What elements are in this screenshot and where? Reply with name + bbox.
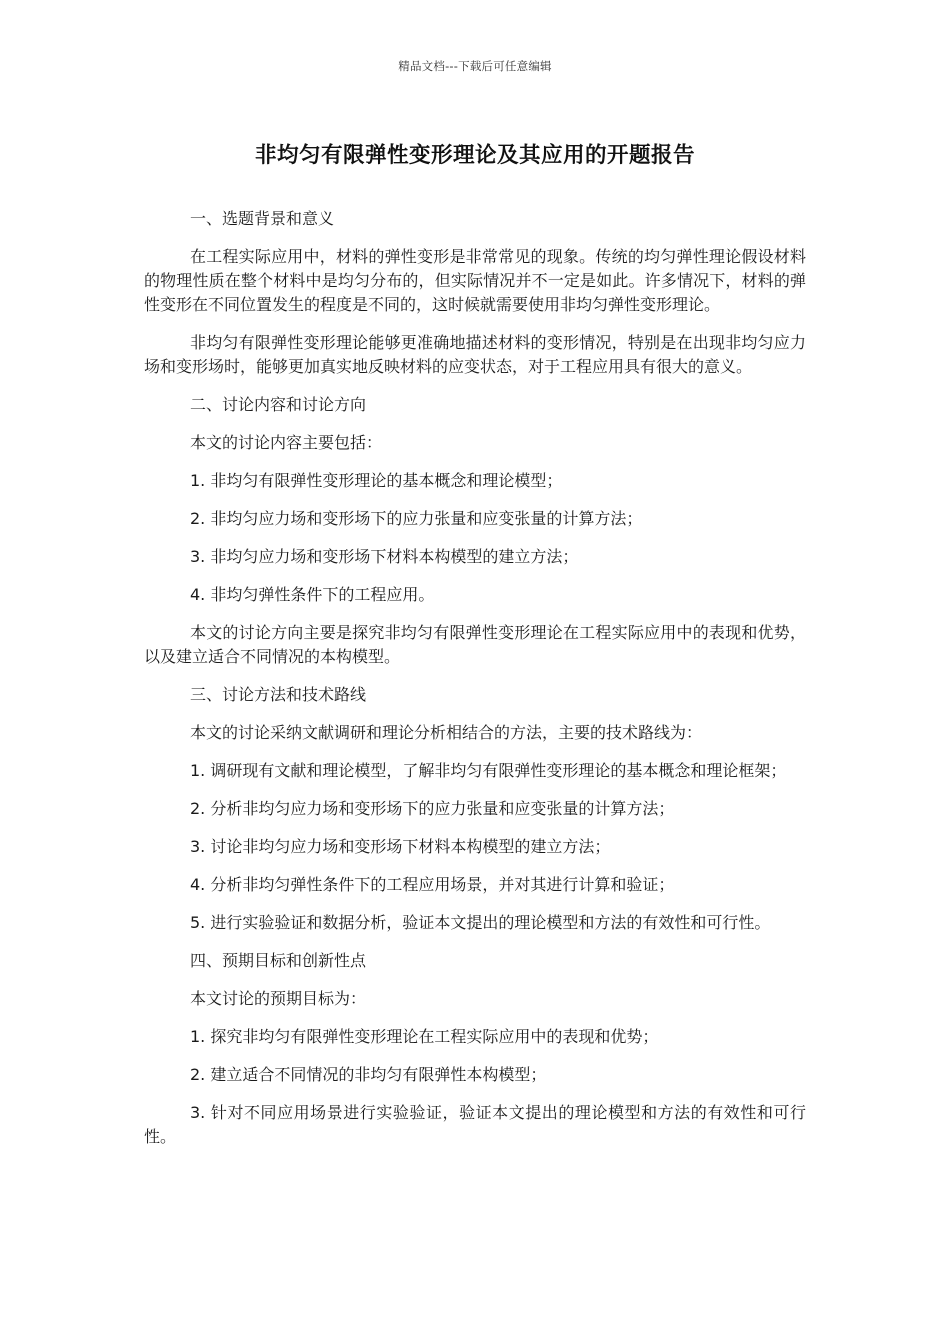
- list-item: 2. 非均匀应力场和变形场下的应力张量和应变张量的计算方法；: [190, 509, 643, 528]
- paragraph: 非均匀有限弹性变形理论能够更准确地描述材料的变形情况，特别是在出现非均匀应力场和变形场时，能够更加真实地反映材料的应变状态，对于工程应用具有很大的意义。: [144, 333, 806, 376]
- list-item: 4. 分析非均匀弹性条件下的工程应用场景，并对其进行计算和验证；: [190, 875, 675, 894]
- paragraph: 本文的讨论内容主要包括：: [190, 433, 383, 452]
- list-item: 1. 非均匀有限弹性变形理论的基本概念和理论模型；: [190, 471, 563, 490]
- list-item: 5. 进行实验验证和数据分析，验证本文提出的理论模型和方法的有效性和可行性。: [190, 913, 771, 932]
- paragraph: 本文讨论的预期目标为：: [190, 989, 367, 1008]
- list-item: 3. 针对不同应用场景进行实验验证，验证本文提出的理论模型和方法的有效性和可行性。: [144, 1103, 806, 1146]
- document-body: [144, 207, 806, 1163]
- section-heading-4: 四、预期目标和创新性点: [190, 951, 367, 970]
- paragraph: 本文的讨论方向主要是探究非均匀有限弹性变形理论在工程实际应用中的表现和优势，以及建立适合不同情况的本构模型。: [144, 623, 806, 666]
- document-title: 非均匀有限弹性变形理论及其应用的开题报告: [254, 143, 695, 168]
- list-item: 3. 讨论非均匀应力场和变形场下材料本构模型的建立方法；: [190, 837, 611, 856]
- section-heading-1: 一、选题背景和意义: [190, 209, 335, 228]
- paragraph: 在工程实际应用中，材料的弹性变形是非常常见的现象。传统的均匀弹性理论假设材料的物理性质在整个材料中是均匀分布的，但实际情况并不一定是如此。许多情况下，材料的弹性变形在不同位置发生的程度是不同的，这时候就需要使用非均匀弹性变形理论。: [144, 247, 806, 314]
- list-item: 1. 调研现有文献和理论模型，了解非均匀有限弹性变形理论的基本概念和理论框架；: [190, 761, 787, 780]
- section-heading-3: 三、讨论方法和技术路线: [190, 685, 367, 704]
- paragraph: 本文的讨论采纳文献调研和理论分析相结合的方法，主要的技术路线为：: [190, 723, 703, 742]
- header-note: 精品文档---下载后可任意编辑: [398, 59, 552, 73]
- list-item: 2. 分析非均匀应力场和变形场下的应力张量和应变张量的计算方法；: [190, 799, 675, 818]
- list-item: 3. 非均匀应力场和变形场下材料本构模型的建立方法；: [190, 547, 579, 566]
- section-heading-2: 二、讨论内容和讨论方向: [190, 395, 367, 414]
- list-item: 4. 非均匀弹性条件下的工程应用。: [190, 585, 435, 604]
- list-item: 1. 探究非均匀有限弹性变形理论在工程实际应用中的表现和优势；: [190, 1027, 659, 1046]
- list-item: 2. 建立适合不同情况的非均匀有限弹性本构模型；: [190, 1065, 547, 1084]
